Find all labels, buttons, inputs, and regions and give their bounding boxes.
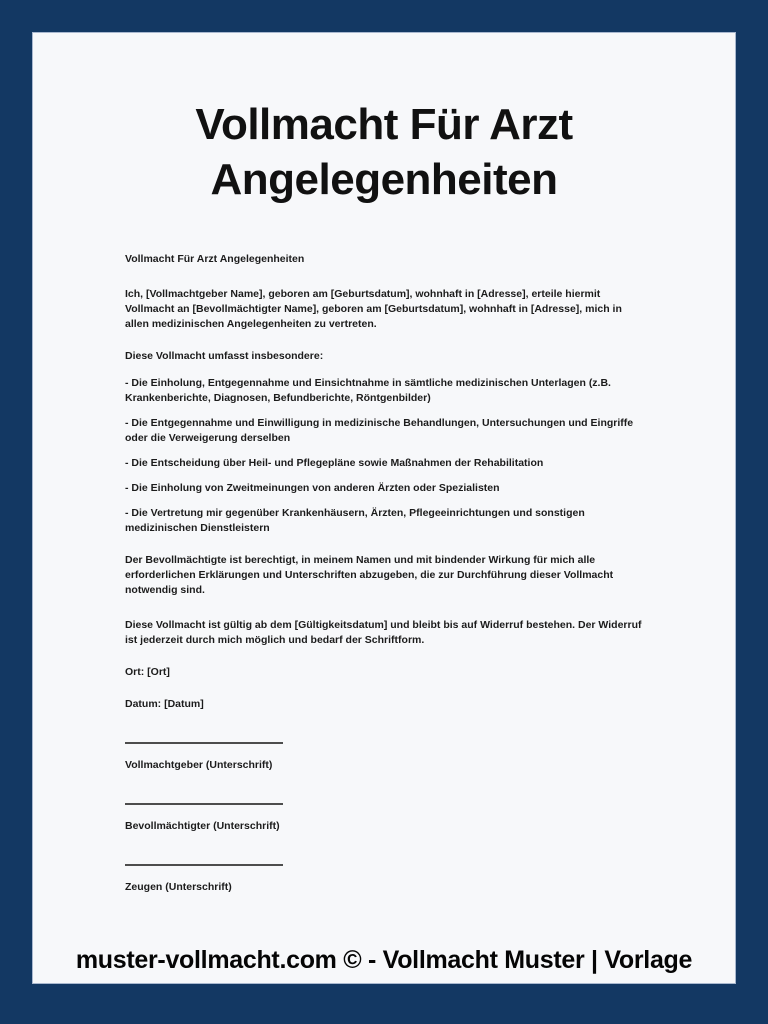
bullet-item: - Die Einholung, Entgegennahme und Einsichtnahme in sämtliche medizinischen Unterlagen (z.B. Krankenberichte, Diagnosen, Befundberichte, Röntgenbilder) [125, 377, 611, 404]
signature-label: Bevollmächtigter (Unterschrift) [125, 820, 280, 832]
signature-block-vollmachtgeber [125, 742, 643, 773]
document-page [32, 32, 736, 984]
place-line: Ort: [Ort] [125, 666, 170, 678]
page-title: Vollmacht Für Arzt Angelegenheiten [195, 100, 573, 204]
bullet-item: - Die Vertretung mir gegenüber Krankenhäusern, Ärzten, Pflegeeinrichtungen und sonstigen medizinischen Dienstleistern [125, 507, 585, 534]
signature-line [125, 742, 283, 744]
footer-credit: muster-vollmacht.com © - Vollmacht Muster | Vorlage [75, 946, 693, 974]
signature-label: Zeugen (Unterschrift) [125, 881, 232, 893]
document-body [33, 252, 735, 895]
authority-paragraph: Der Bevollmächtigte ist berechtigt, in meinem Namen und mit bindender Wirkung für mich alle erforderlichen Erklärungen und Unterschriften abzugeben, die zur Durchführung dieser Vollmacht notwendig sind. [125, 554, 614, 596]
validity-paragraph: Diese Vollmacht ist gültig ab dem [Gültigkeitsdatum] und bleibt bis auf Widerruf bestehen. Der Widerruf ist jederzeit durch mich möglich und bedarf der Schriftform. [125, 619, 642, 646]
scope-intro: Diese Vollmacht umfasst insbesondere: [125, 350, 324, 362]
signature-line [125, 864, 283, 866]
bullet-item: - Die Entgegennahme und Einwilligung in medizinische Behandlungen, Untersuchungen und Eingriffe oder die Verweigerung derselben [125, 417, 634, 444]
bullet-item: - Die Entscheidung über Heil- und Pflegepläne sowie Maßnahmen der Rehabilitation [125, 457, 544, 469]
signature-label: Vollmachtgeber (Unterschrift) [125, 759, 273, 771]
signature-line [125, 803, 283, 805]
signature-block-bevollmaechtigter [125, 803, 643, 834]
bullet-item: - Die Einholung von Zweitmeinungen von anderen Ärzten oder Spezialisten [125, 482, 500, 494]
document-heading: Vollmacht Für Arzt Angelegenheiten [125, 253, 305, 265]
signature-block-zeugen [125, 864, 643, 895]
date-line: Datum: [Datum] [125, 698, 204, 710]
intro-paragraph: Ich, [Vollmachtgeber Name], geboren am [Geburtsdatum], wohnhaft in [Adresse], erteile hiermit Vollmacht an [Bevollmächtigter Name], geboren am [Geburtsdatum], wohnhaft in [Adresse], mich in allen medizinischen Angelegenheiten zu vertreten. [125, 288, 622, 330]
